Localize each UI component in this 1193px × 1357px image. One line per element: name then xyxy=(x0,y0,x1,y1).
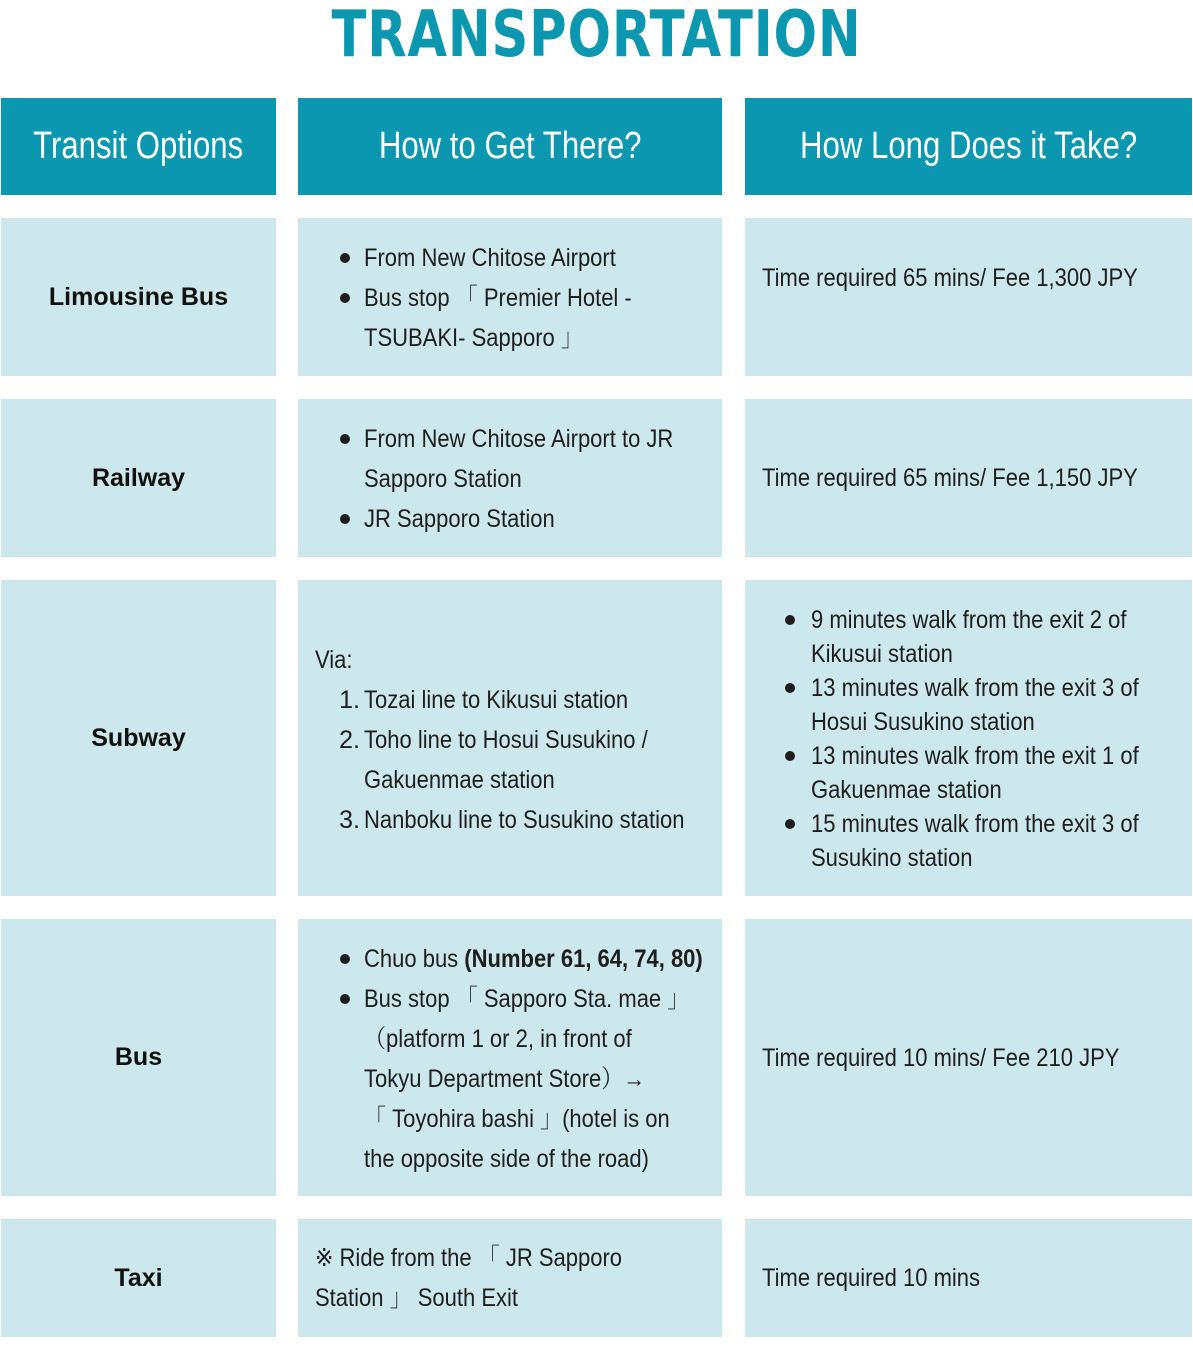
taxi-time-cell: Time required 10 mins xyxy=(745,1219,1192,1337)
list-item: Chuo bus (Number 61, 64, 74, 80) xyxy=(298,939,722,979)
list-item: 3. Nanboku line to Susukino station xyxy=(339,806,685,834)
row-label-bus: Bus xyxy=(1,919,276,1196)
list-item: 9 minutes walk from the exit 2 of Kikusui station xyxy=(745,603,1192,671)
list-item: From New Chitose Airport xyxy=(298,238,722,278)
bus-how-cell xyxy=(298,919,722,1196)
list-item: 13 minutes walk from the exit 1 of Gakuenmae station xyxy=(745,739,1192,807)
taxi-how-cell: ※ Ride from the 「 JR Sapporo Station 」 South Exit xyxy=(298,1219,722,1337)
header-transit-options-label: Transit Options xyxy=(33,125,244,167)
limousine-time-cell: Time required 65 mins/ Fee 1,300 JPY xyxy=(745,218,1192,376)
list-item: 1. Tozai line to Kikusui station xyxy=(339,686,629,714)
row-label-subway: Subway xyxy=(1,580,276,896)
row-label-railway: Railway xyxy=(1,399,276,557)
header-time-label: How Long Does it Take? xyxy=(799,125,1138,167)
list-item: Bus stop 「 Sapporo Sta. mae 」 （platform 1 or 2, in front of Tokyu Department Store）→ 「 Toyohira bashi 」(hotel is on the opposite side of the road) xyxy=(298,979,722,1179)
limousine-how-cell xyxy=(298,218,722,376)
subway-how-cell: Via: 1. Tozai line to Kikusui station 2. Toho line to Hosui Susukino / Gakuenmae station 3. Nanboku line to Susukino station xyxy=(298,580,722,896)
header-transit-options xyxy=(1,98,276,195)
railway-time-cell: Time required 65 mins/ Fee 1,150 JPY xyxy=(745,399,1192,557)
page-title: TRANSPORTATION xyxy=(331,0,862,72)
list-item: 2. Toho line to Hosui Susukino / Gakuenmae station xyxy=(339,726,648,794)
header-how-to-get-there xyxy=(298,98,722,195)
header-how-label: How to Get There? xyxy=(378,125,642,167)
subway-time-cell xyxy=(745,580,1192,896)
row-label-taxi: Taxi xyxy=(1,1219,276,1337)
row-label-limousine-bus: Limousine Bus xyxy=(1,218,276,376)
list-item: From New Chitose Airport to JR Sapporo Station xyxy=(298,419,722,499)
bus-time-cell: Time required 10 mins/ Fee 210 JPY xyxy=(745,919,1192,1196)
railway-how-cell xyxy=(298,399,722,557)
list-item: 15 minutes walk from the exit 3 of Susukino station xyxy=(745,807,1192,875)
list-item: 13 minutes walk from the exit 3 of Hosui Susukino station xyxy=(745,671,1192,739)
header-how-long xyxy=(745,98,1192,195)
list-item: Bus stop 「 Premier Hotel - TSUBAKI- Sapporo 」 xyxy=(298,278,722,358)
list-item: JR Sapporo Station xyxy=(298,499,722,539)
